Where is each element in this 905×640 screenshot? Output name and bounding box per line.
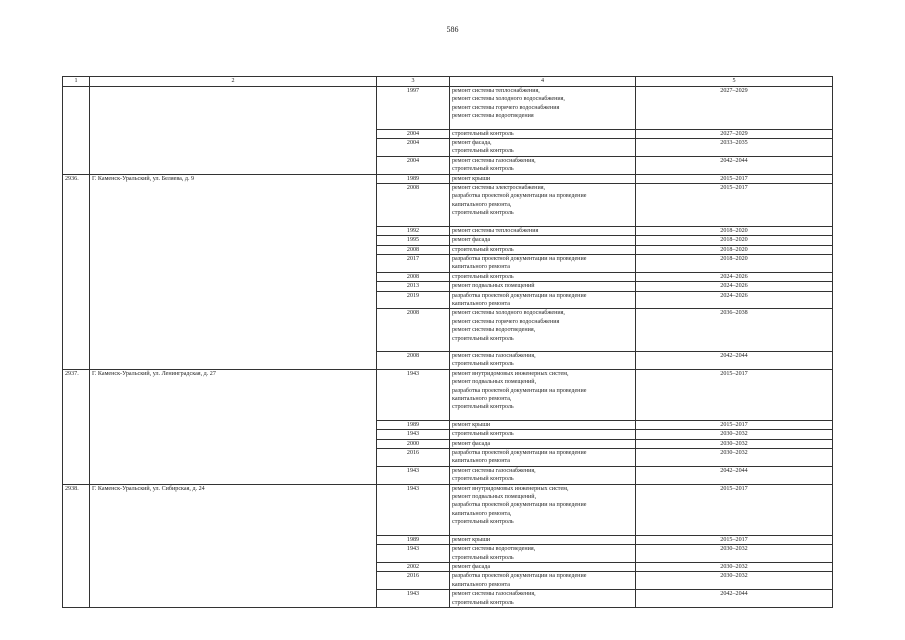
period-cell: 2027–2029: [636, 87, 833, 130]
period-cell: 2018–2020: [636, 236, 833, 245]
row-number-cell: [63, 272, 90, 281]
table-row: [63, 309, 833, 352]
year-cell: 2000: [377, 439, 450, 448]
year-cell: 1995: [377, 236, 450, 245]
row-number-cell: [63, 139, 90, 157]
address-cell: [90, 139, 377, 157]
period-cell: 2030–2032: [636, 562, 833, 571]
table-row: [63, 236, 833, 245]
period-cell: 2030–2032: [636, 439, 833, 448]
row-number-cell: [63, 466, 90, 484]
works-cell: строительный контроль: [450, 245, 636, 254]
row-number-cell: [63, 420, 90, 429]
year-cell: 1943: [377, 590, 450, 608]
year-cell: 2008: [377, 245, 450, 254]
period-cell: 2015–2017: [636, 184, 833, 227]
works-cell: разработка проектной документации на проведение капитального ремонта: [450, 572, 636, 590]
period-cell: 2042–2044: [636, 351, 833, 369]
works-cell: ремонт системы газоснабжения, строительный контроль: [450, 590, 636, 608]
address-cell: [90, 545, 377, 563]
table-row: [63, 545, 833, 563]
address-cell: [90, 245, 377, 254]
address-cell: [90, 430, 377, 439]
year-cell: 2008: [377, 184, 450, 227]
period-cell: 2027–2029: [636, 129, 833, 138]
table-row: [63, 272, 833, 281]
column-header: 2: [90, 77, 377, 87]
table-row: [63, 351, 833, 369]
table-row: [63, 129, 833, 138]
period-cell: 2024–2026: [636, 272, 833, 281]
page-number: 586: [446, 25, 459, 34]
table-row: [63, 184, 833, 227]
works-cell: ремонт крыши: [450, 535, 636, 544]
row-number-cell: [63, 351, 90, 369]
table-row: [63, 174, 833, 183]
period-cell: 2042–2044: [636, 590, 833, 608]
works-cell: строительный контроль: [450, 129, 636, 138]
table-row: [63, 439, 833, 448]
table-body: [63, 87, 833, 608]
address-cell: [90, 184, 377, 227]
table-row: [63, 572, 833, 590]
row-number-cell: [63, 87, 90, 130]
address-cell: [90, 156, 377, 174]
address-cell: [90, 272, 377, 281]
works-cell: ремонт фасада: [450, 439, 636, 448]
works-cell: ремонт системы теплоснабжения, ремонт системы холодного водоснабжения, ремонт системы горячего водоснабжения ремонт системы водоотведения: [450, 87, 636, 130]
works-cell: ремонт крыши: [450, 174, 636, 183]
row-number-cell: [63, 226, 90, 235]
year-cell: 1943: [377, 545, 450, 563]
table-row: [63, 420, 833, 429]
address-cell: [90, 87, 377, 130]
year-cell: 1943: [377, 466, 450, 484]
period-cell: 2018–2020: [636, 245, 833, 254]
address-cell: Г. Каменск-Уральский, ул. Ленинградская, д. 27: [90, 369, 377, 420]
year-cell: 2016: [377, 449, 450, 467]
address-cell: Г. Каменск-Уральский, ул. Сибирская, д. 24: [90, 484, 377, 535]
period-cell: 2015–2017: [636, 369, 833, 420]
period-cell: 2018–2020: [636, 254, 833, 272]
address-cell: [90, 590, 377, 608]
row-number-cell: 2937.: [63, 369, 90, 420]
row-number-cell: [63, 184, 90, 227]
table-row: [63, 226, 833, 235]
table-row: [63, 562, 833, 571]
works-cell: ремонт подвальных помещений: [450, 282, 636, 291]
address-cell: [90, 562, 377, 571]
row-number-cell: [63, 430, 90, 439]
row-number-cell: [63, 291, 90, 309]
address-cell: [90, 309, 377, 352]
year-cell: 2017: [377, 254, 450, 272]
table-row: [63, 254, 833, 272]
year-cell: 1943: [377, 430, 450, 439]
works-cell: ремонт системы электроснабжения, разработка проектной документации на проведение капитального ремонта, строительный контроль: [450, 184, 636, 227]
works-cell: ремонт системы газоснабжения, строительный контроль: [450, 466, 636, 484]
works-cell: ремонт системы газоснабжения, строительный контроль: [450, 156, 636, 174]
table-header-row: [63, 77, 833, 87]
table-row: [63, 449, 833, 467]
works-cell: ремонт внутридомовых инженерных систем, ремонт подвальных помещений, разработка проектной документации на проведение капитального ремонта, строительный контроль: [450, 484, 636, 535]
address-cell: [90, 449, 377, 467]
address-cell: [90, 420, 377, 429]
year-cell: 2004: [377, 129, 450, 138]
repair-schedule-table: [62, 76, 833, 608]
period-cell: 2024–2026: [636, 282, 833, 291]
table-row: [63, 535, 833, 544]
year-cell: 1989: [377, 174, 450, 183]
column-header: 5: [636, 77, 833, 87]
year-cell: 2004: [377, 156, 450, 174]
period-cell: 2030–2032: [636, 430, 833, 439]
row-number-cell: [63, 535, 90, 544]
year-cell: 1989: [377, 420, 450, 429]
period-cell: 2024–2026: [636, 291, 833, 309]
period-cell: 2042–2044: [636, 156, 833, 174]
address-cell: [90, 254, 377, 272]
address-cell: [90, 572, 377, 590]
row-number-cell: [63, 156, 90, 174]
table-row: [63, 466, 833, 484]
row-number-cell: [63, 449, 90, 467]
works-cell: ремонт фасада, строительный контроль: [450, 139, 636, 157]
year-cell: 2016: [377, 572, 450, 590]
year-cell: 2008: [377, 272, 450, 281]
table-row: [63, 245, 833, 254]
table-row: [63, 484, 833, 535]
works-cell: ремонт системы водоотведения, строительный контроль: [450, 545, 636, 563]
works-cell: строительный контроль: [450, 272, 636, 281]
table-row: [63, 369, 833, 420]
year-cell: 1992: [377, 226, 450, 235]
address-cell: [90, 129, 377, 138]
period-cell: 2015–2017: [636, 420, 833, 429]
row-number-cell: [63, 309, 90, 352]
column-header: 3: [377, 77, 450, 87]
works-cell: ремонт системы газоснабжения, строительный контроль: [450, 351, 636, 369]
table-row: [63, 282, 833, 291]
works-cell: ремонт внутридомовых инженерных систем, ремонт подвальных помещений, разработка проектной документации на проведение капитального ремонта, строительный контроль: [450, 369, 636, 420]
period-cell: 2030–2032: [636, 449, 833, 467]
row-number-cell: [63, 236, 90, 245]
row-number-cell: [63, 129, 90, 138]
row-number-cell: [63, 572, 90, 590]
year-cell: 2004: [377, 139, 450, 157]
works-cell: ремонт системы теплоснабжения: [450, 226, 636, 235]
works-cell: разработка проектной документации на проведение капитального ремонта: [450, 449, 636, 467]
row-number-cell: [63, 254, 90, 272]
period-cell: 2042–2044: [636, 466, 833, 484]
period-cell: 2030–2032: [636, 545, 833, 563]
row-number-cell: [63, 562, 90, 571]
table-row: [63, 291, 833, 309]
row-number-cell: 2938.: [63, 484, 90, 535]
year-cell: 2013: [377, 282, 450, 291]
works-cell: разработка проектной документации на проведение капитального ремонта: [450, 291, 636, 309]
address-cell: [90, 466, 377, 484]
row-number-cell: 2936.: [63, 174, 90, 183]
row-number-cell: [63, 245, 90, 254]
row-number-cell: [63, 282, 90, 291]
address-cell: [90, 351, 377, 369]
works-cell: ремонт системы холодного водоснабжения, ремонт системы горячего водоснабжения ремонт системы водоотведения, строительный контроль: [450, 309, 636, 352]
period-cell: 2033–2035: [636, 139, 833, 157]
period-cell: 2015–2017: [636, 484, 833, 535]
year-cell: 1997: [377, 87, 450, 130]
address-cell: [90, 226, 377, 235]
period-cell: 2018–2020: [636, 226, 833, 235]
column-header: 4: [450, 77, 636, 87]
works-cell: разработка проектной документации на проведение капитального ремонта: [450, 254, 636, 272]
row-number-cell: [63, 439, 90, 448]
address-cell: [90, 236, 377, 245]
year-cell: 1943: [377, 369, 450, 420]
column-header: 1: [63, 77, 90, 87]
table-row: [63, 87, 833, 130]
row-number-cell: [63, 545, 90, 563]
table-row: [63, 156, 833, 174]
works-cell: ремонт фасада: [450, 236, 636, 245]
year-cell: 2019: [377, 291, 450, 309]
year-cell: 1989: [377, 535, 450, 544]
period-cell: 2015–2017: [636, 174, 833, 183]
table-row: [63, 590, 833, 608]
period-cell: 2036–2038: [636, 309, 833, 352]
address-cell: [90, 291, 377, 309]
table-row: [63, 139, 833, 157]
works-cell: ремонт фасада: [450, 562, 636, 571]
period-cell: 2030–2032: [636, 572, 833, 590]
address-cell: [90, 439, 377, 448]
year-cell: 2008: [377, 309, 450, 352]
works-cell: ремонт крыши: [450, 420, 636, 429]
period-cell: 2015–2017: [636, 535, 833, 544]
address-cell: Г. Каменск-Уральский, ул. Беляева, д. 9: [90, 174, 377, 183]
row-number-cell: [63, 590, 90, 608]
works-cell: строительный контроль: [450, 430, 636, 439]
year-cell: 2008: [377, 351, 450, 369]
year-cell: 1943: [377, 484, 450, 535]
table-row: [63, 430, 833, 439]
year-cell: 2002: [377, 562, 450, 571]
address-cell: [90, 282, 377, 291]
address-cell: [90, 535, 377, 544]
